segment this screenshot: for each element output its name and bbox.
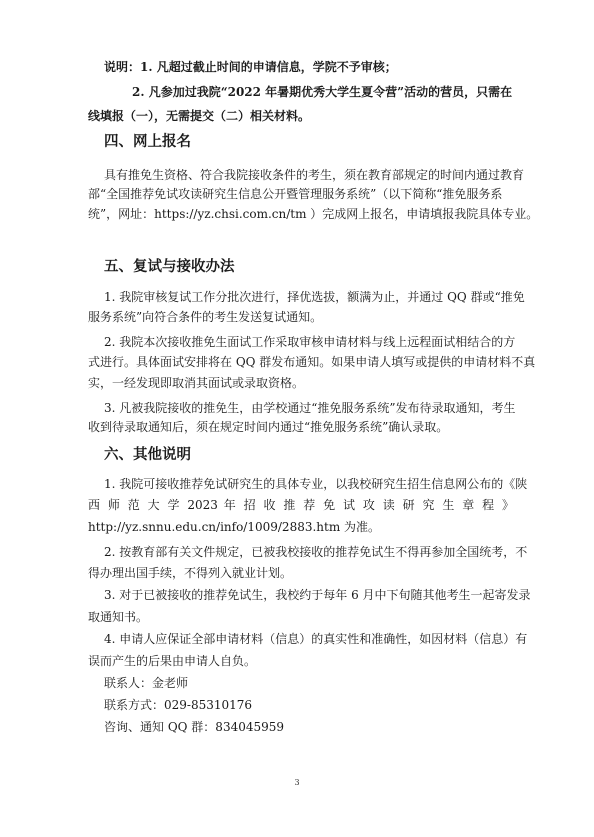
section-5-paragraph-line: 1. 我院审核复试工作分批次进行，择优选拔，额满为止，并通过 QQ 群或“推免	[104, 290, 525, 304]
contact-phone: 联系方式：029-85310176	[104, 698, 253, 712]
section-6-paragraph-line: 3. 对于已被接收的推荐免试生，我校约于每年 6 月中下旬随其他考生一起寄发录	[104, 588, 531, 602]
section-6-paragraph-line: 1. 我院可接收推荐免试研究生的具体专业，以我校研究生招生信息网公布的《陕	[104, 477, 528, 491]
section-5-paragraph-line: 实，一经发现即取消其面试或录取资格。	[88, 376, 305, 390]
section-4-paragraph-line: 统”，网址：https://yz.chsi.com.cn/tm ）完成网上报名，申请填报我院具体专业。	[88, 207, 539, 221]
section-5-paragraph-line: 式进行。具体面试安排将在 QQ 群发布通知。如果申请人填写或提供的申请材料不真	[88, 355, 536, 369]
section-6-paragraph-line: 取通知书。	[88, 610, 149, 624]
section-5-heading: 五、复试与接收办法	[104, 258, 235, 275]
section-5-paragraph-line: 2. 我院本次接收推免生面试工作采取审核申请材料与线上远程面试相结合的方	[104, 335, 516, 349]
section-6-paragraph-line: 得办理出国手续，不得列入就业计划。	[88, 566, 293, 580]
note-line-3: 线填报（一），无需提交（二）相关材料。	[88, 109, 311, 123]
section-4-heading: 四、网上报名	[104, 133, 191, 150]
section-6-paragraph-line: 误而产生的后果由申请人自负。	[88, 654, 257, 668]
page-number: 3	[294, 778, 300, 787]
section-6-url-line: http://yz.snnu.edu.cn/info/1009/2883.htm 为准。	[88, 520, 381, 534]
contact-person: 联系人：金老师	[104, 676, 189, 690]
section-4-paragraph-line: 具有推免生资格、符合我院接收条件的考生，须在教育部规定的时间内通过教育	[104, 168, 525, 182]
section-5-paragraph-line: 3. 凡被我院接收的推免生，由学校通过“推免服务系统”发布待录取通知，考生	[104, 401, 516, 415]
note-line-1: 说明：1. 凡超过截止时间的申请信息，学院不予审核；	[104, 60, 397, 74]
section-6-paragraph-line: 2. 按教育部有关文件规定，已被我校接收的推荐免试生不得再参加全国统考，不	[104, 545, 528, 559]
contact-qq-group: 咨询、通知 QQ 群：834045959	[104, 720, 285, 734]
section-5-paragraph-line: 收到待录取通知后，须在规定时间内通过“推免服务系统”确认录取。	[88, 420, 449, 434]
section-6-paragraph-line: 4. 申请人应保证全部申请材料（信息）的真实性和准确性，如因材料（信息）有	[104, 632, 528, 646]
section-6-heading: 六、其他说明	[104, 446, 191, 463]
section-6-paragraph-line: 西 师 范 大 学 2023 年 招 收 推 荐 免 试 攻 读 研 究 生 章 程 》	[88, 498, 514, 512]
section-5-paragraph-line: 服务系统”向符合条件的考生发送复试通知。	[88, 310, 323, 324]
note-line-2: 2. 凡参加过我院“2022 年暑期优秀大学生夏令营”活动的营员，只需在	[132, 85, 513, 99]
section-4-paragraph-line: 部“全国推荐免试攻读研究生信息公开暨管理服务系统”（以下简称“推免服务系	[88, 187, 503, 201]
